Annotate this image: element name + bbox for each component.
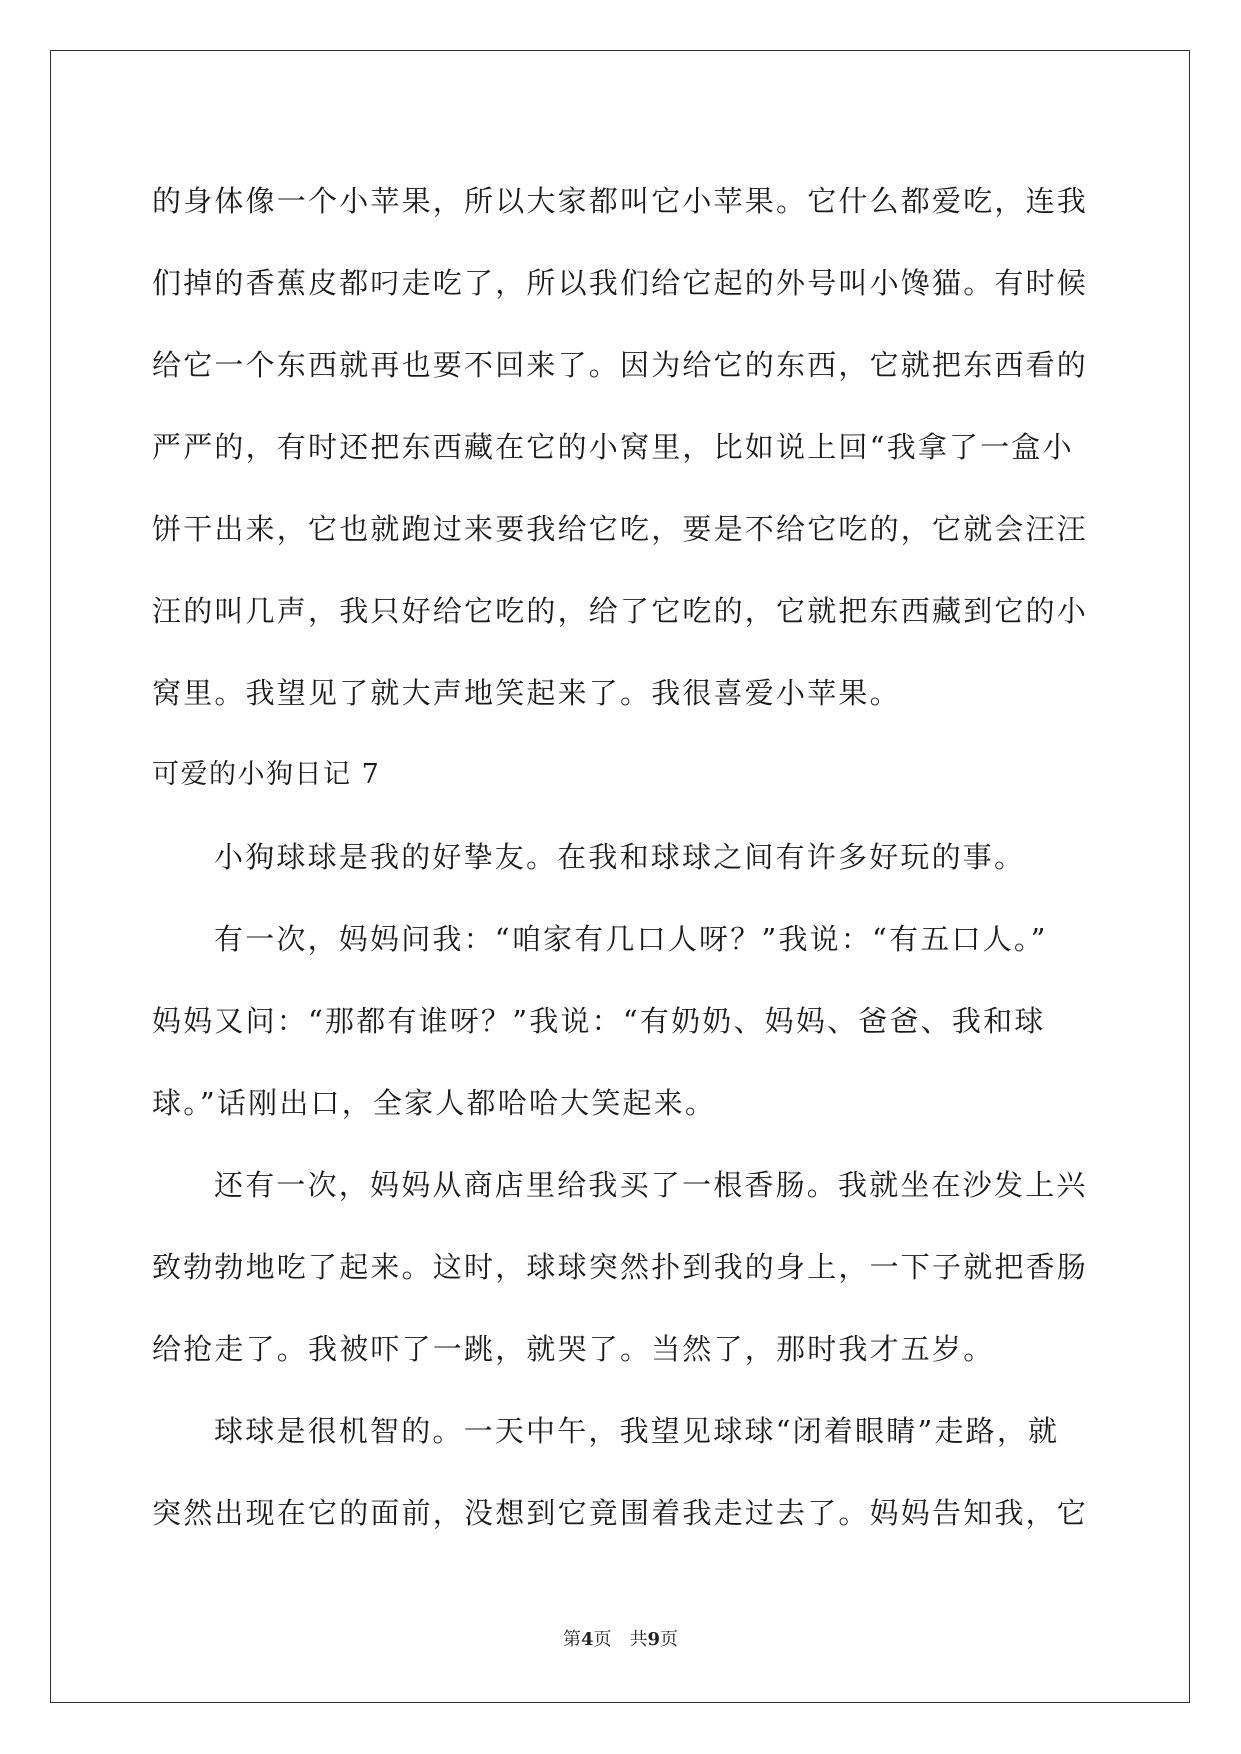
paragraph-first-line: 有一次，妈妈问我：“咱家有几口人呀？”我说：“有五口人。” — [214, 922, 1048, 956]
text-line: 给它一个东西就再也要不回来了。因为给它的东西，它就把东西看的 — [152, 348, 1089, 382]
total-prefix: 共 — [629, 1629, 648, 1650]
text-line: 饼干出来，它也就跑过来要我给它吃，要是不给它吃的，它就会汪汪 — [152, 512, 1089, 546]
current-page-number: 4 — [580, 1629, 594, 1650]
text-line: 窝里。我望见了就大声地笑起来了。我很喜爱小苹果。 — [152, 676, 901, 710]
text-line: 球。”话刚出口，全家人都哈哈大笑起来。 — [152, 1086, 717, 1120]
text-line: 的身体像一个小苹果，所以大家都叫它小苹果。它什么都爱吃，连我 — [152, 184, 1089, 218]
paragraph-first-line: 小狗球球是我的好挚友。在我和球球之间有许多好玩的事。 — [214, 840, 1026, 874]
text-line: 给抢走了。我被吓了一跳，就哭了。当然了，那时我才五岁。 — [152, 1332, 995, 1366]
page-footer — [0, 1625, 1241, 1651]
paragraph-first-line: 还有一次，妈妈从商店里给我买了一根香肠。我就坐在沙发上兴 — [214, 1168, 1088, 1202]
section-heading: 可爱的小狗日记 7 — [152, 759, 381, 790]
page-suffix: 页 — [593, 1629, 612, 1650]
total-page-number: 9 — [647, 1629, 661, 1650]
text-line: 们掉的香蕉皮都叼走吃了，所以我们给它起的外号叫小馋猫。有时候 — [152, 266, 1089, 300]
text-line: 突然出现在它的面前，没想到它竟围着我走过去了。妈妈告知我，它 — [152, 1496, 1089, 1530]
text-line: 汪的叫几声，我只好给它吃的，给了它吃的，它就把东西藏到它的小 — [152, 594, 1089, 628]
page-prefix: 第 — [562, 1629, 581, 1650]
text-line: 妈妈又问：“那都有谁呀？”我说：“有奶奶、妈妈、爸爸、我和球 — [152, 1004, 1046, 1038]
text-line: 严严的，有时还把东西藏在它的小窝里，比如说上回“我拿了一盒小 — [152, 430, 1074, 464]
text-line: 致勃勃地吃了起来。这时，球球突然扑到我的身上，一下子就把香肠 — [152, 1250, 1089, 1284]
total-suffix: 页 — [660, 1629, 679, 1650]
paragraph-first-line: 球球是很机智的。一天中午，我望见球球“闭着眼睛”走路，就 — [214, 1414, 1060, 1448]
document-body — [152, 160, 1092, 1554]
